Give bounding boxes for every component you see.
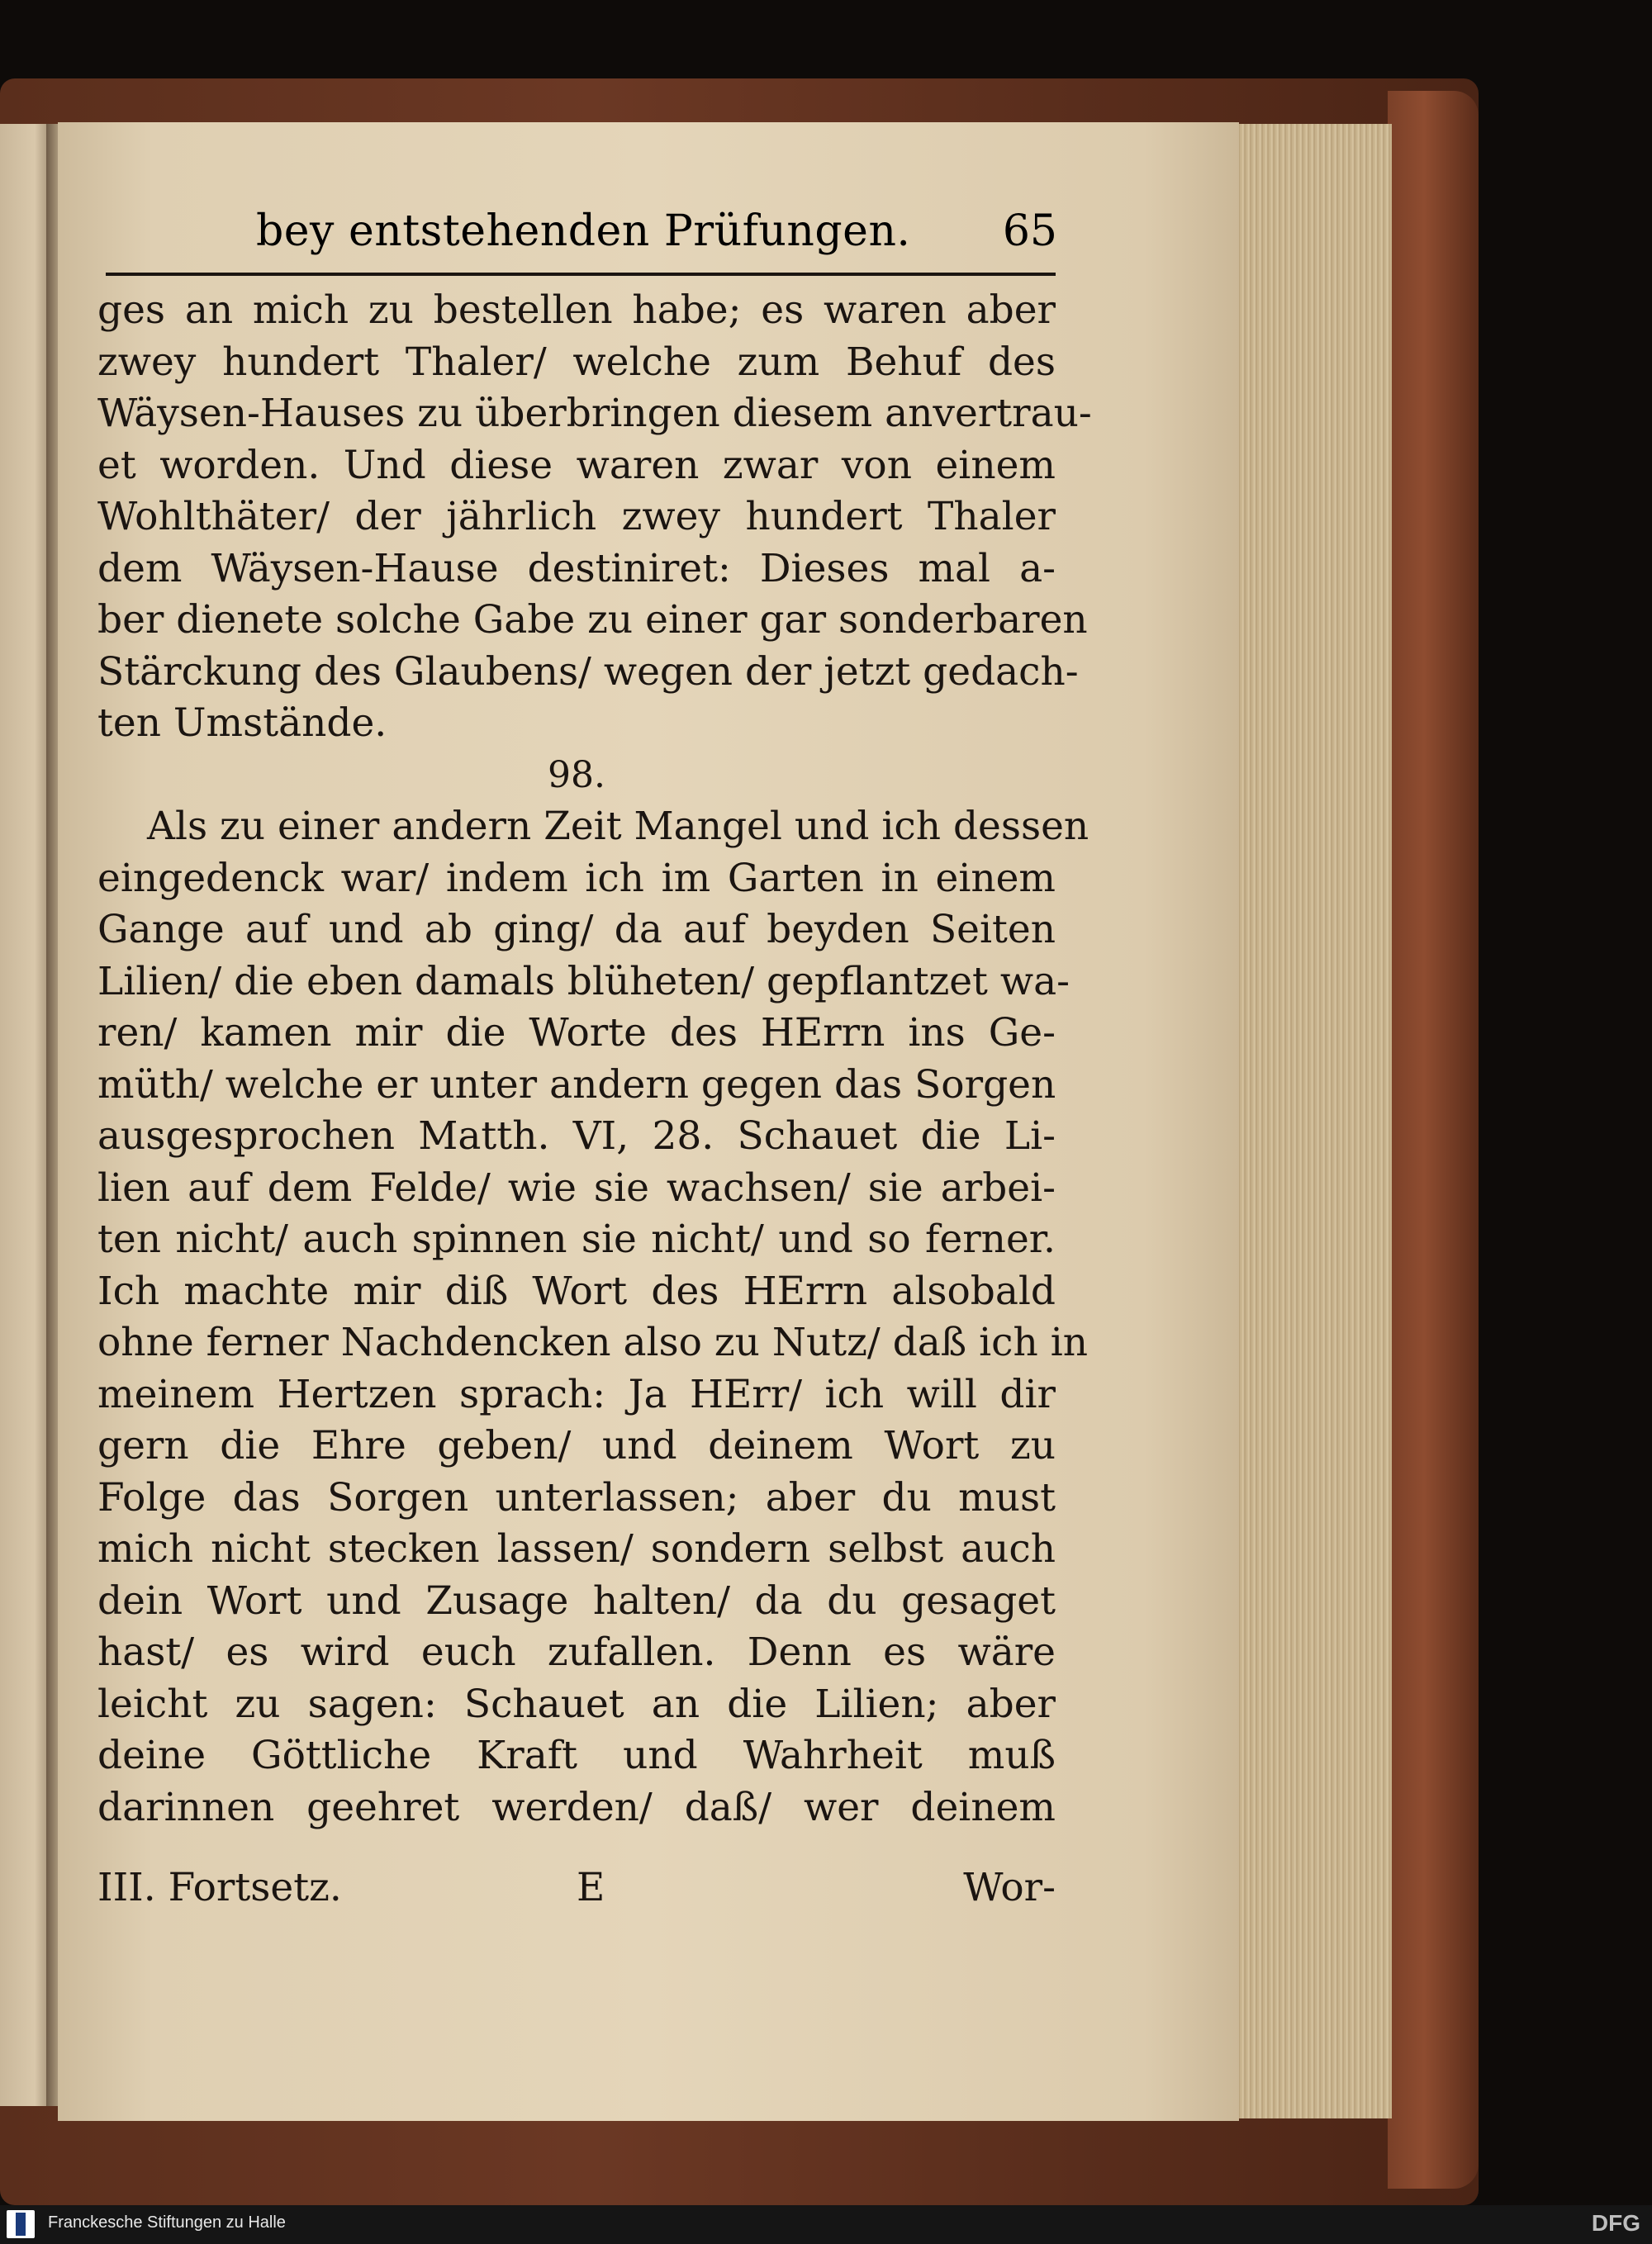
catchword: Wor- (963, 1865, 1056, 1910)
text-line: ohne ferner Nachdencken also zu Nutz/ daß ich in (97, 1320, 1089, 1365)
page-footer (97, 1865, 1056, 1916)
page-number: 65 (1002, 206, 1057, 256)
page-text (97, 285, 1092, 1834)
dfg-badge[interactable]: DFG (1591, 2210, 1640, 2236)
book-spine (1388, 91, 1479, 2189)
text-line: müth/ welche er unter andern gegen das Sorgen (97, 1061, 1056, 1108)
running-head: bey entstehenden Prüfungen. (256, 206, 911, 256)
header-rule (106, 273, 1056, 276)
page-edges (1235, 124, 1392, 2118)
viewer-footer-bar (0, 2205, 1652, 2244)
text-line: leicht zu sagen: Schauet an die Lilien; aber (97, 1681, 1056, 1727)
text-line: ten Umstände. (97, 700, 387, 746)
institution-logo-icon[interactable] (7, 2210, 35, 2238)
institution-name[interactable]: Franckesche Stiftungen zu Halle (48, 2213, 286, 2232)
text-line: Wohlthäter/ der jährlich zwey hundert Thaler (97, 494, 1056, 539)
text-line: gern die Ehre geben/ und deinem Wort zu (97, 1423, 1056, 1468)
text-line: Ich machte mir diß Wort des HErrn alsobald (97, 1268, 1056, 1314)
text-line: Stärckung des Glaubens/ wegen der jetzt gedach- (97, 648, 1079, 695)
text-line: ten nicht/ auch spinnen sie nicht/ und so ferner. (97, 1217, 1056, 1262)
text-line: Lilien/ die eben damals blüheten/ gepflantzet wa- (97, 958, 1070, 1004)
text-line: hast/ es wird euch zufallen. Denn es wäre (97, 1630, 1056, 1675)
text-line: et worden. Und diese waren zwar von einem (97, 442, 1056, 488)
gathering-mark: E (577, 1865, 605, 1910)
text-line: Folge das Sorgen unterlassen; aber du must (97, 1474, 1056, 1521)
text-line: deine Göttliche Kraft und Wahrheit muß (97, 1733, 1056, 1778)
text-line: dein Wort und Zusage halten/ da du gesaget (97, 1577, 1056, 1624)
text-line: ren/ kamen mir die Worte des HErrn ins Ge- (97, 1010, 1056, 1056)
text-line: meinem Hertzen sprach: Ja HErr/ ich will dir (97, 1371, 1056, 1417)
text-line: ber dienete solche Gabe zu einer gar sonderbaren (97, 597, 1088, 643)
text-line: zwey hundert Thaler/ welche zum Behuf des (97, 339, 1056, 385)
section-number: 98. (548, 753, 605, 796)
text-line: Als zu einer andern Zeit Mangel und ich dessen (147, 804, 1089, 849)
text-line: Gange auf und ab ging/ da auf beyden Seiten (97, 907, 1056, 952)
text-line: darinnen geehret werden/ daß/ wer deinem (97, 1784, 1056, 1830)
left-page-edge (0, 124, 50, 2106)
text-line: ges an mich zu bestellen habe; es waren aber (97, 287, 1056, 333)
text-line: ausgesprochen Matth. VI, 28. Schauet die Li- (97, 1113, 1056, 1159)
text-line: lien auf dem Felde/ wie sie wachsen/ sie arbei- (97, 1165, 1056, 1211)
text-line: mich nicht stecken lassen/ sondern selbst auch (97, 1526, 1056, 1572)
text-line: Wäysen-Hauses zu überbringen diesem anvertrau- (97, 391, 1092, 436)
signature-mark: III. Fortsetz. (97, 1865, 342, 1910)
statue-icon (16, 2213, 26, 2236)
text-line: eingedenck war/ indem ich im Garten in einem (97, 855, 1056, 901)
text-line: dem Wäysen-Hause destiniret: Dieses mal a- (97, 545, 1056, 591)
page-header (256, 206, 1057, 264)
